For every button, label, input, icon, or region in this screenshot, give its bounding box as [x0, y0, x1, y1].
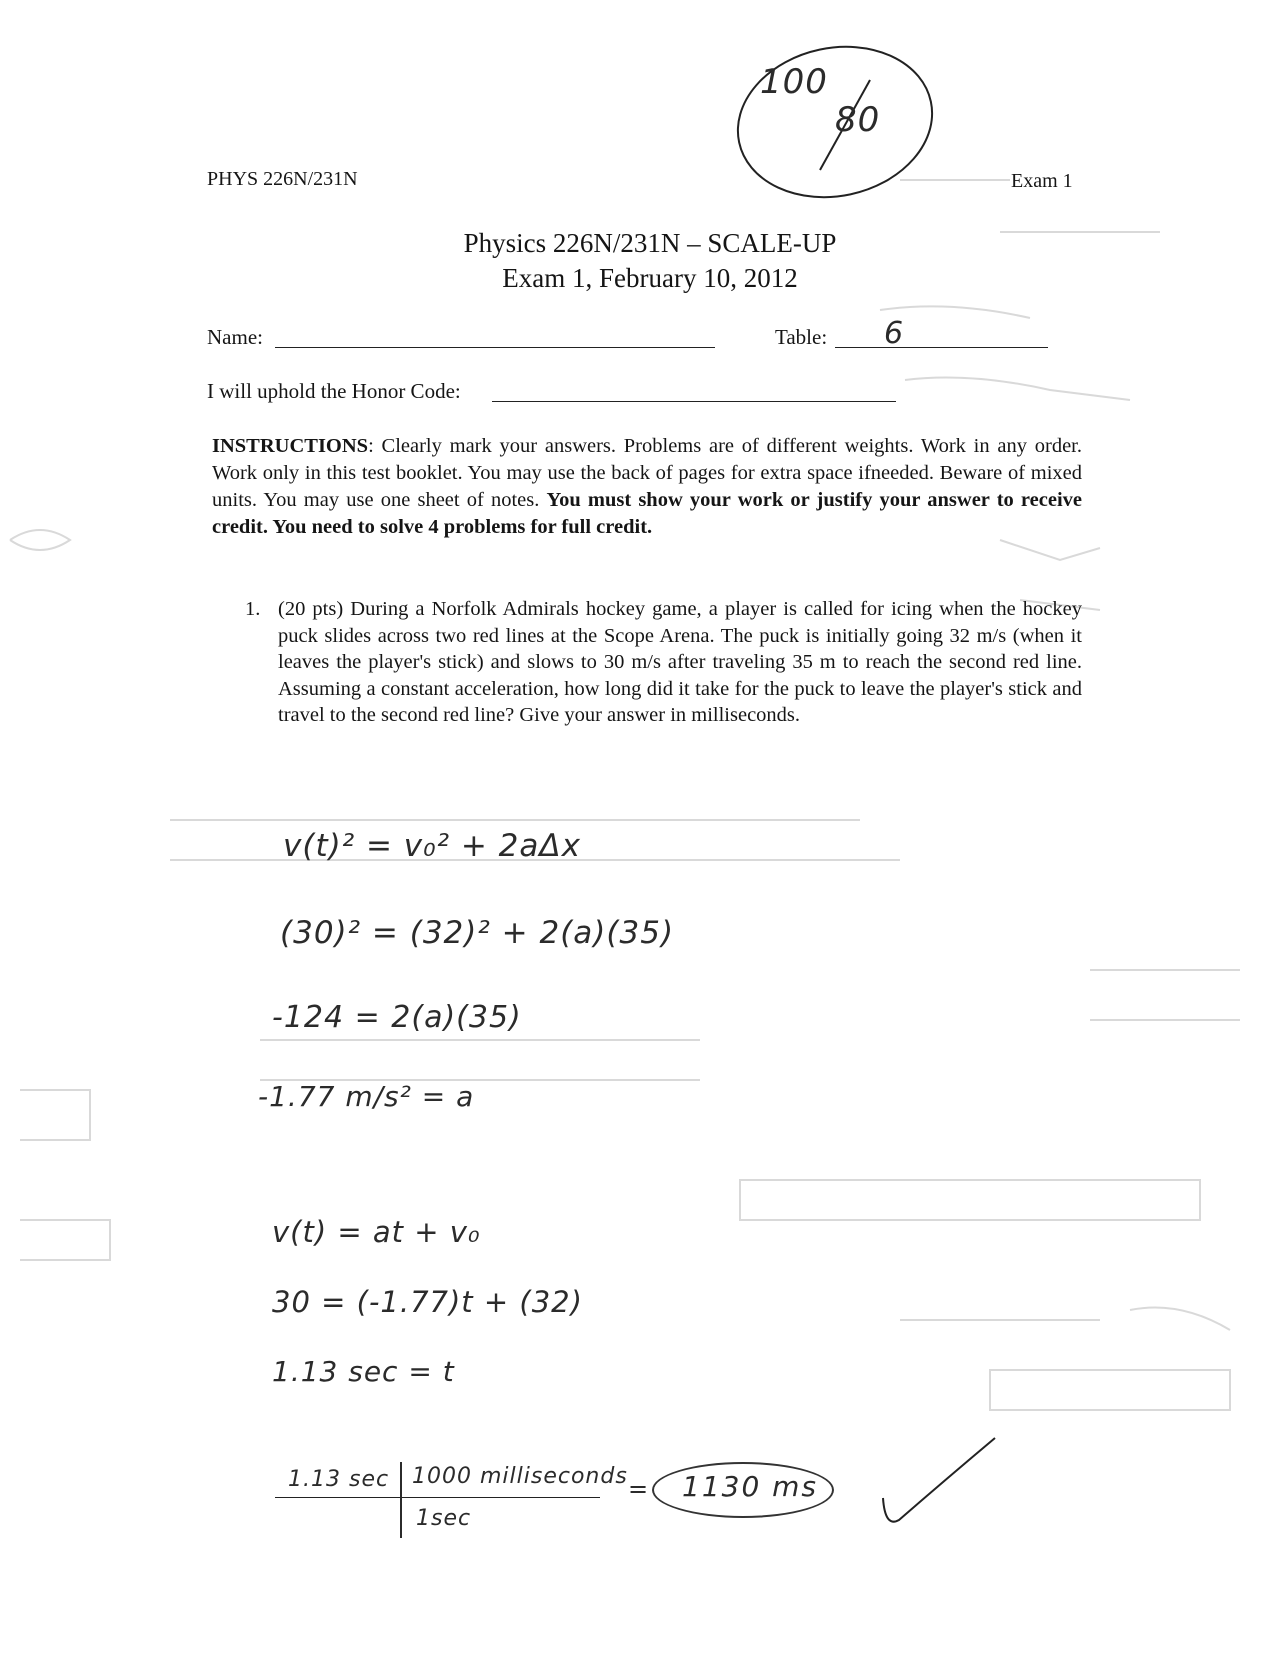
conversion-numerator: 1000 milliseconds: [412, 1464, 628, 1489]
exam-subtitle: Exam 1, February 10, 2012: [502, 263, 798, 293]
conversion-equals: =: [628, 1475, 650, 1503]
table-label: Table:: [775, 325, 828, 349]
work-line-5: v(t) = at + v₀: [272, 1215, 481, 1249]
question-text: (20 pts) During a Norfolk Admirals hockey game, a player is called for icing when the hockey puck slides across two red lines at the Scope Arena. The puck is initially going 32 m/s (when it leaves the player's stick) and slows to 30 m/s after traveling 35 m to reach the second red line. Assuming a constant acceleration, how long did it take for the puck to leave the player's stick and travel to the second red line? Give your answer in milliseconds.: [278, 598, 1082, 727]
instructions: [212, 433, 1082, 541]
exam-label: Exam 1: [1011, 170, 1073, 192]
work-line-4: -1.77 m/s² = a: [258, 1080, 475, 1113]
conversion-left: 1.13 sec: [288, 1467, 390, 1492]
grade-total: 100: [760, 62, 828, 102]
instructions-bold: You must show your work or justify your answer to receive credit. You need to solve 4 problems for full credit.: [212, 489, 1082, 538]
work-line-3: -124 = 2(a)(35): [272, 1000, 522, 1035]
final-answer: 1130 ms: [682, 1470, 819, 1503]
name-field[interactable]: [275, 347, 715, 348]
check-mark-icon: [875, 1420, 1015, 1540]
work-line-2: (30)² = (32)² + 2(a)(35): [280, 915, 675, 951]
table-value: 6: [884, 316, 905, 351]
conversion-fraction-line: [275, 1497, 600, 1498]
instructions-heading: INSTRUCTIONS: [212, 435, 369, 457]
instructions-text: : Clearly mark your answers. Problems are of different weights. Work in any order. Work only in this test booklet. You may use the back of pages for extra space ifneeded. Beware of mixed units. You may use one sheet of notes.: [212, 435, 1082, 511]
honor-code-label: I will uphold the Honor Code:: [207, 379, 461, 403]
grade-score: 80: [835, 100, 881, 140]
work-line-7: 1.13 sec = t: [272, 1355, 455, 1388]
course-code: PHYS 226N/231N: [207, 168, 358, 190]
exam-title: Physics 226N/231N – SCALE-UP: [463, 228, 837, 258]
honor-code-field[interactable]: [492, 401, 896, 402]
work-line-6: 30 = (-1.77)t + (32): [272, 1285, 583, 1319]
conversion-denominator: 1sec: [416, 1506, 472, 1531]
conversion-divider: [400, 1462, 402, 1538]
table-field[interactable]: [835, 347, 1048, 348]
question-number: 1.: [245, 598, 261, 620]
work-line-1: v(t)² = v₀² + 2aΔx: [283, 828, 581, 864]
name-label: Name:: [207, 325, 263, 349]
